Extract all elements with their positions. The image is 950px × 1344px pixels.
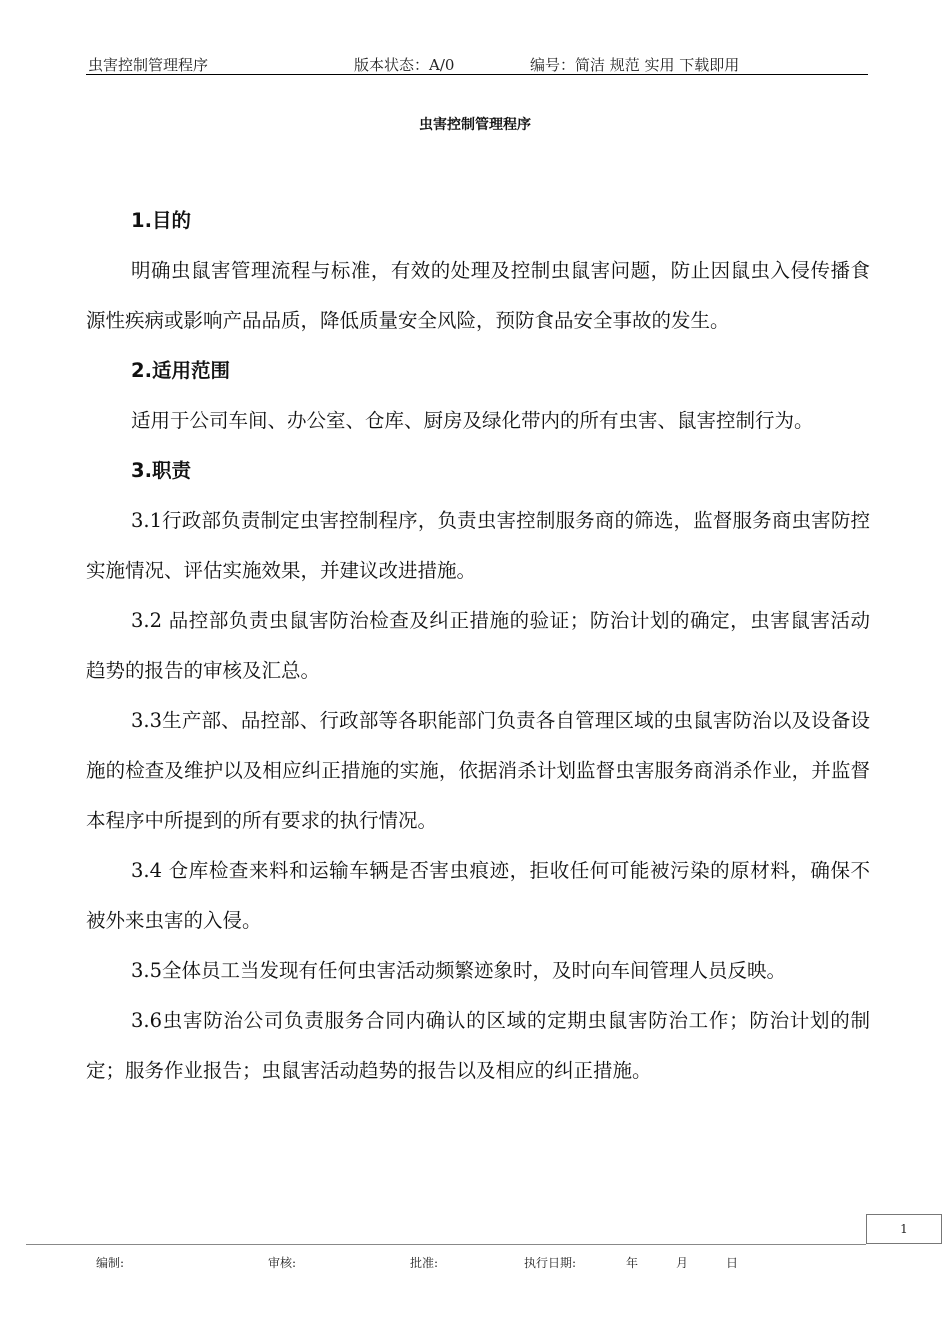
section-2-paragraph: 适用于公司车间、办公室、仓库、厨房及绿化带内的所有虫害、鼠害控制行为。 bbox=[131, 409, 814, 432]
page-number: 1 bbox=[900, 1222, 908, 1236]
footer-reviewed-by-label: 审核: bbox=[268, 1256, 297, 1270]
footer-day-label: 日 bbox=[726, 1256, 739, 1270]
document-body bbox=[86, 196, 870, 1096]
section-1-heading: 1.目的 bbox=[131, 209, 191, 232]
document-title: 虫害控制管理程序 bbox=[419, 117, 531, 133]
section-3-5-paragraph: 3.5全体员工当发现有任何虫害活动频繁迹象时，及时向车间管理人员反映。 bbox=[131, 959, 787, 982]
footer-approved-by-label: 批准: bbox=[410, 1256, 439, 1270]
footer-year-label: 年 bbox=[626, 1256, 639, 1270]
section-3-4-paragraph: 3.4 仓库检查来料和运输车辆是否害虫痕迹，拒收任何可能被污染的原材料，确保不被外来虫害的入侵。 bbox=[86, 859, 870, 932]
footer-month-label: 月 bbox=[676, 1256, 689, 1270]
section-3-1-paragraph: 3.1行政部负责制定虫害控制程序，负责虫害控制服务商的筛选，监督服务商虫害防控实施情况、评估实施效果，并建议改进措施。 bbox=[86, 509, 870, 582]
section-2-heading: 2.适用范围 bbox=[131, 359, 230, 382]
section-3-heading: 3.职责 bbox=[131, 459, 191, 482]
header-divider bbox=[86, 74, 868, 75]
footer-execution-date-label: 执行日期: bbox=[524, 1256, 577, 1270]
header-document-name: 虫害控制管理程序 bbox=[88, 56, 209, 74]
section-3-6-paragraph: 3.6虫害防治公司负责服务合同内确认的区域的定期虫鼠害防治工作；防治计划的制定；服务作业报告；虫鼠害活动趋势的报告以及相应的纠正措施。 bbox=[86, 1009, 870, 1082]
section-3-3-paragraph: 3.3生产部、品控部、行政部等各职能部门负责各自管理区域的虫鼠害防治以及设备设施的检查及维护以及相应纠正措施的实施，依据消杀计划监督虫害服务商消杀作业，并监督本程序中所提到的所有要求的执行情况。 bbox=[86, 709, 870, 832]
header-document-code: 编号：简洁 规范 实用 下载即用 bbox=[530, 56, 740, 74]
section-3-2-paragraph: 3.2 品控部负责虫鼠害防治检查及纠正措施的验证；防治计划的确定，虫害鼠害活动趋势的报告的审核及汇总。 bbox=[86, 609, 870, 682]
header-version-status: 版本状态：A/0 bbox=[354, 56, 455, 74]
page-number-box bbox=[866, 1214, 942, 1244]
footer-divider bbox=[26, 1244, 866, 1245]
section-1-paragraph: 明确虫鼠害管理流程与标准，有效的处理及控制虫鼠害问题，防止因鼠虫入侵传播食源性疾病或影响产品品质，降低质量安全风险，预防食品安全事故的发生。 bbox=[86, 259, 870, 332]
footer-compiled-by-label: 编制: bbox=[96, 1256, 125, 1270]
